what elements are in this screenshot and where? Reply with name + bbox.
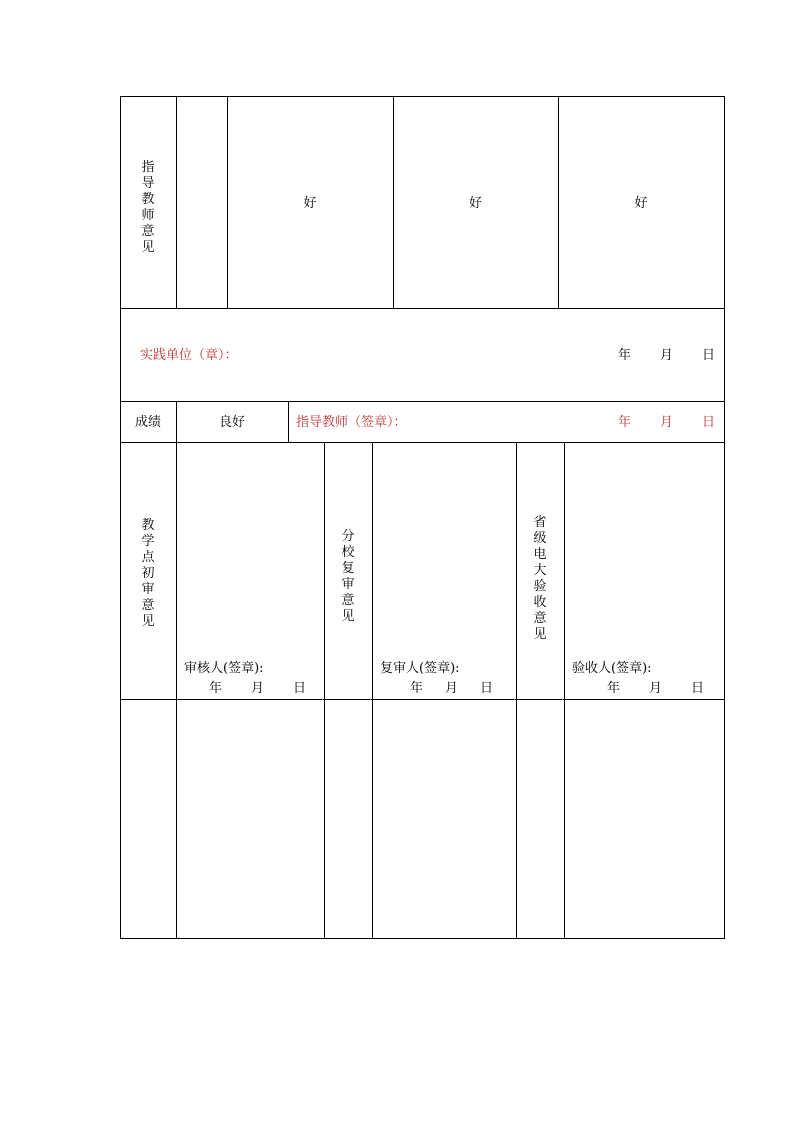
reviewer-month: 月 xyxy=(251,681,265,696)
re-reviewer-month: 月 xyxy=(445,681,459,696)
col-divider xyxy=(516,442,517,939)
advisor-sign-label: 指导教师（签章）： xyxy=(296,415,407,430)
acceptor-year: 年 xyxy=(607,681,621,696)
advisor-opinion-cell-3: 好 xyxy=(634,196,648,211)
reviewer-year: 年 xyxy=(209,681,223,696)
advisor-opinion-cell-1: 好 xyxy=(303,196,317,211)
re-reviewer-sign-label: 复审人(签章): xyxy=(380,661,460,676)
col-divider xyxy=(288,401,289,442)
row-divider xyxy=(120,308,725,309)
practice-unit-month: 月 xyxy=(660,348,674,363)
provincial-acceptance-label: 省级电大验收意见 xyxy=(533,515,547,642)
advisor-opinion-cell-2: 好 xyxy=(468,196,482,211)
row-divider xyxy=(120,442,725,443)
re-reviewer-day: 日 xyxy=(480,681,494,696)
col-divider xyxy=(324,442,325,939)
row-divider xyxy=(120,401,725,402)
row-divider xyxy=(120,699,725,700)
col-divider xyxy=(176,96,177,308)
score-year: 年 xyxy=(618,415,632,430)
col-divider xyxy=(372,442,373,939)
acceptor-month: 月 xyxy=(649,681,663,696)
reviewer-day: 日 xyxy=(293,681,307,696)
reviewer-sign-label: 审核人(签章): xyxy=(184,661,264,676)
evaluation-form-table xyxy=(120,96,725,939)
score-day: 日 xyxy=(702,415,716,430)
col-divider xyxy=(176,442,177,939)
score-value: 良好 xyxy=(218,415,245,430)
practice-unit-day: 日 xyxy=(702,348,716,363)
teaching-point-review-label: 教学点初审意见 xyxy=(141,518,155,629)
col-divider xyxy=(564,442,565,939)
score-label: 成绩 xyxy=(134,415,161,430)
advisor-opinion-label: 指导教师意见 xyxy=(141,160,155,255)
practice-unit-label: 实践单位（章）： xyxy=(140,348,238,363)
acceptor-day: 日 xyxy=(691,681,705,696)
score-month: 月 xyxy=(660,415,674,430)
re-reviewer-year: 年 xyxy=(410,681,424,696)
acceptor-sign-label: 验收人(签章): xyxy=(572,661,652,676)
branch-review-label: 分校复审意见 xyxy=(341,529,355,624)
practice-unit-year: 年 xyxy=(618,348,632,363)
